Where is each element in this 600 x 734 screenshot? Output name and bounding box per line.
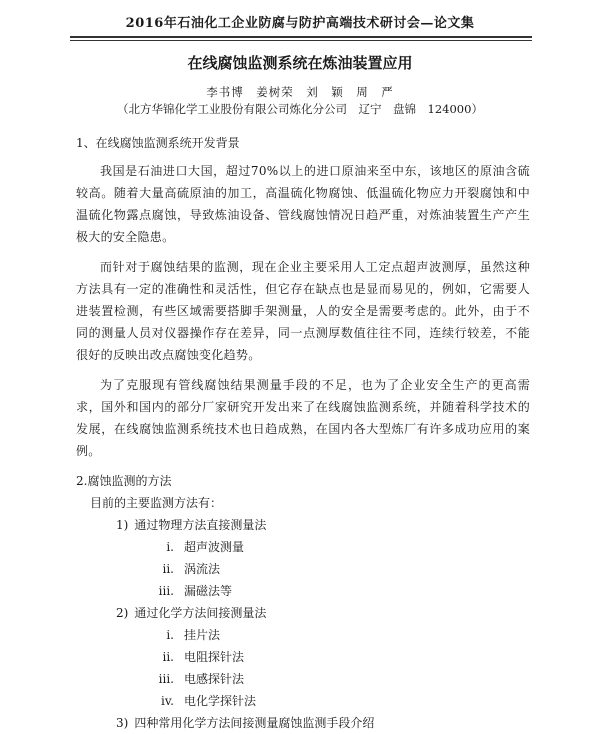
paper-title: 在线腐蚀监测系统在炼油装置应用 (187, 54, 413, 72)
list-text: 电阻探针法 (184, 650, 245, 664)
list-label: 通过物理方法直接测量法 (134, 518, 267, 532)
section-heading-1: 1、在线腐蚀监测系统开发背景 (76, 136, 240, 150)
method-group-chemical (76, 602, 530, 712)
list-item (76, 712, 530, 734)
list-text: 挂片法 (184, 628, 221, 642)
list-item (76, 668, 530, 690)
list-item (76, 514, 530, 536)
list-marker: 2) (116, 606, 129, 620)
list-text: 超声波测量 (184, 540, 245, 554)
roman-numeral: iii. (158, 584, 174, 598)
list-item (76, 624, 530, 646)
list-label: 通过化学方法间接测量法 (134, 606, 267, 620)
list-item (76, 558, 530, 580)
header-rule (70, 36, 532, 41)
method-group-physical (76, 514, 530, 602)
list-marker: 1) (116, 518, 129, 532)
method-group-intro (76, 712, 530, 734)
list-label: 四种常用化学方法间接测量腐蚀监测手段介绍 (134, 716, 375, 730)
list-text: 涡流法 (184, 562, 221, 576)
roman-numeral: iii. (158, 672, 174, 686)
paragraph-background: 我国是石油进口大国，超过70%以上的进口原油来至中东，该地区的原油含硫较高。随着大量高硫原油的加工，高温硫化物腐蚀、低温硫化物应力开裂腐蚀和中温硫化物露点腐蚀，导致炼油设备、管线腐蚀情况日趋严重，对炼油装置生产产生极大的安全隐患。 (76, 164, 530, 244)
affiliation: （北方华锦化学工业股份有限公司炼化分公司 辽宁 盘锦 124000） (117, 102, 483, 116)
list-item (76, 690, 530, 712)
body-text (76, 132, 530, 734)
list-item (76, 602, 530, 624)
list-text: 电感探针法 (184, 672, 245, 686)
roman-numeral: i. (166, 540, 174, 554)
list-text: 电化学探针法 (184, 694, 257, 708)
roman-numeral: ii. (162, 650, 174, 664)
list-text: 漏磁法等 (184, 584, 233, 598)
list-item (76, 580, 530, 602)
list-item (76, 646, 530, 668)
section-heading-2: 2.腐蚀监测的方法 (76, 474, 172, 488)
methods-intro: 目前的主要监测方法有： (90, 496, 223, 510)
paragraph-online-system: 为了克服现有管线腐蚀结果测量手段的不足，也为了企业安全生产的更高需求，国外和国内的部分厂家研究开发出来了在线腐蚀监测系统，并随着科学技术的发展，在线腐蚀监测系统技术也日趋成熟，在国内各大型炼厂有许多成功应用的案例。 (76, 378, 530, 458)
list-item (76, 536, 530, 558)
running-header: 2016年石油化工企业防腐与防护高端技术研讨会—论文集 (125, 16, 475, 31)
list-marker: 3) (116, 716, 129, 730)
paragraph-ultrasonic: 而针对于腐蚀结果的监测，现在企业主要采用人工定点超声波测厚，虽然这种方法具有一定的准确性和灵活性，但它存在缺点也是显而易见的，例如，它需要人进装置检测，有些区域需要搭脚手架测量，人的安全是需要考虑的。此外，由于不同的测量人员对仪器操作存在差异，同一点测厚数值往往不同，连续行较差，不能很好的反映出改点腐蚀变化趋势。 (76, 260, 530, 362)
roman-numeral: ii. (162, 562, 174, 576)
author-list: 李书博 姜树荣 刘 颖 周 严 (206, 85, 394, 99)
roman-numeral: iv. (160, 694, 174, 708)
roman-numeral: i. (166, 628, 174, 642)
